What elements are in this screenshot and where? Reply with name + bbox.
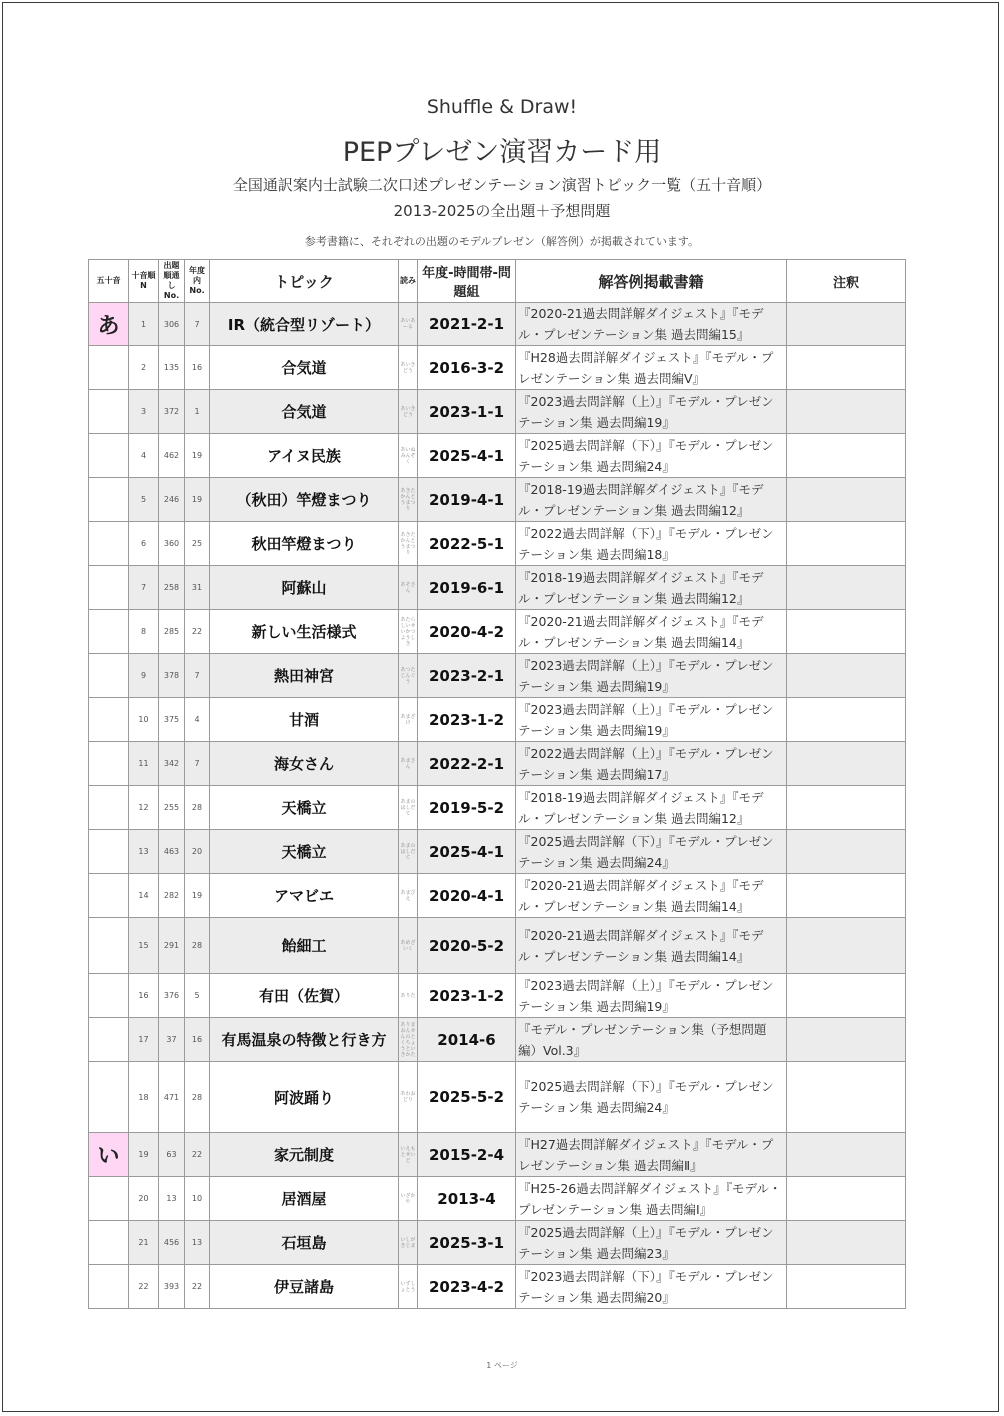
yomi-cell: あたらしいせいかつようしき [399, 610, 418, 654]
order-cell: 5 [129, 478, 159, 522]
topic-cell: IR（統合型リゾート） [210, 303, 399, 346]
initial-cell [89, 434, 129, 478]
serial-cell: 13 [159, 1177, 185, 1221]
year-cell: 2023-1-2 [418, 974, 516, 1018]
initial-cell [89, 1221, 129, 1265]
topic-cell: 飴細工 [210, 918, 399, 974]
note-cell [787, 478, 906, 522]
serial-cell: 456 [159, 1221, 185, 1265]
note-cell [787, 434, 906, 478]
year-no-cell: 5 [185, 974, 210, 1018]
serial-cell: 291 [159, 918, 185, 974]
yomi-cell: あわおどり [399, 1062, 418, 1133]
serial-cell: 375 [159, 698, 185, 742]
table-row [89, 1133, 906, 1177]
note-cell [787, 974, 906, 1018]
serial-cell: 258 [159, 566, 185, 610]
yomi-cell: あめざいく [399, 918, 418, 974]
note-cell [787, 1062, 906, 1133]
table-row [89, 830, 906, 874]
table-row [89, 1018, 906, 1062]
yomi-cell: いざかや [399, 1177, 418, 1221]
table-row [89, 1177, 906, 1221]
order-cell: 8 [129, 610, 159, 654]
table-row [89, 390, 906, 434]
book-cell: 『2023過去問詳解（上）』『モデル・プレゼンテーション集 過去問編19』 [516, 654, 787, 698]
order-cell: 2 [129, 346, 159, 390]
order-cell: 19 [129, 1133, 159, 1177]
order-cell: 17 [129, 1018, 159, 1062]
yomi-cell: いしがきじま [399, 1221, 418, 1265]
year-no-cell: 7 [185, 303, 210, 346]
year-cell: 2013-4 [418, 1177, 516, 1221]
table-row [89, 478, 906, 522]
yomi-cell: あいあーる [399, 303, 418, 346]
col-serial: 出題 順通 し No. [159, 260, 185, 303]
col-note: 注釈 [787, 260, 906, 303]
serial-cell: 285 [159, 610, 185, 654]
year-cell: 2022-2-1 [418, 742, 516, 786]
year-no-cell: 7 [185, 654, 210, 698]
serial-cell: 282 [159, 874, 185, 918]
topic-cell: 有田（佐賀） [210, 974, 399, 1018]
note-cell [787, 918, 906, 974]
table-row [89, 918, 906, 974]
book-cell: 『2025過去問詳解（下）』『モデル・プレゼンテーション集 過去問編24』 [516, 1062, 787, 1133]
order-cell: 12 [129, 786, 159, 830]
order-cell: 1 [129, 303, 159, 346]
note-cell [787, 346, 906, 390]
order-cell: 6 [129, 522, 159, 566]
book-cell: 『2018-19過去問詳解ダイジェスト』『モデル・プレゼンテーション集 過去問編12』 [516, 786, 787, 830]
serial-cell: 246 [159, 478, 185, 522]
book-cell: 『2022過去問詳解（上）』『モデル・プレゼンテーション集 過去問編17』 [516, 742, 787, 786]
topic-cell: 天橋立 [210, 830, 399, 874]
year-cell: 2025-3-1 [418, 1221, 516, 1265]
col-order: 十音順N [129, 260, 159, 303]
yomi-cell: あいぬみんぞく [399, 434, 418, 478]
table-row [89, 566, 906, 610]
page-subtitle: 全国通訳案内士試験二次口述プレゼンテーション演習トピック一覧（五十音順） [232, 176, 772, 194]
topic-cell: 有馬温泉の特徴と行き方 [210, 1018, 399, 1062]
book-cell: 『2022過去問詳解（下）』『モデル・プレゼンテーション集 過去問編18』 [516, 522, 787, 566]
serial-cell: 255 [159, 786, 185, 830]
book-cell: 『2020-21過去問詳解ダイジェスト』『モデル・プレゼンテーション集 過去問編14』 [516, 874, 787, 918]
initial-cell [89, 1265, 129, 1309]
yomi-cell: あまびえ [399, 874, 418, 918]
note-cell [787, 610, 906, 654]
year-cell: 2015-2-4 [418, 1133, 516, 1177]
year-no-cell: 22 [185, 1133, 210, 1177]
table-row [89, 698, 906, 742]
topic-cell: 合気道 [210, 346, 399, 390]
initial-cell: あ [89, 303, 129, 346]
note-cell [787, 698, 906, 742]
note-cell [787, 1265, 906, 1309]
year-no-cell: 4 [185, 698, 210, 742]
initial-cell [89, 786, 129, 830]
initial-cell [89, 390, 129, 434]
note-cell [787, 830, 906, 874]
topic-cell: 甘酒 [210, 698, 399, 742]
topic-cell: 伊豆諸島 [210, 1265, 399, 1309]
topic-cell: 阿蘇山 [210, 566, 399, 610]
topic-cell: 合気道 [210, 390, 399, 434]
page-title: PEPプレゼン演習カード用 [342, 137, 662, 168]
book-cell: 『2023過去問詳解（下）』『モデル・プレゼンテーション集 過去問編20』 [516, 1265, 787, 1309]
year-cell: 2023-2-1 [418, 654, 516, 698]
year-cell: 2021-2-1 [418, 303, 516, 346]
serial-cell: 360 [159, 522, 185, 566]
note-cell [787, 390, 906, 434]
table-row [89, 434, 906, 478]
note-cell [787, 303, 906, 346]
topic-cell: 秋田竿燈まつり [210, 522, 399, 566]
year-no-cell: 22 [185, 1265, 210, 1309]
initial-cell [89, 346, 129, 390]
note-cell [787, 522, 906, 566]
initial-cell [89, 830, 129, 874]
table-row [89, 1265, 906, 1309]
yomi-cell: あきたかんとうまつり [399, 522, 418, 566]
order-cell: 3 [129, 390, 159, 434]
initial-cell [89, 1062, 129, 1133]
yomi-cell: いえもとせいど [399, 1133, 418, 1177]
topic-cell: 居酒屋 [210, 1177, 399, 1221]
year-cell: 2023-4-2 [418, 1265, 516, 1309]
table-row [89, 1062, 906, 1133]
year-no-cell: 22 [185, 610, 210, 654]
table-row [89, 1221, 906, 1265]
header-shuffle-draw: Shuffle & Draw! [426, 96, 578, 118]
page-note: 参考書籍に、それぞれの出題のモデルプレゼン（解答例）が掲載されています。 [304, 235, 700, 248]
topic-cell: 阿波踊り [210, 1062, 399, 1133]
yomi-cell: あまのはしだて [399, 830, 418, 874]
year-cell: 2025-4-1 [418, 434, 516, 478]
serial-cell: 342 [159, 742, 185, 786]
topic-cell: （秋田）竿燈まつり [210, 478, 399, 522]
table-row [89, 654, 906, 698]
yomi-cell: いずしょとう [399, 1265, 418, 1309]
topic-cell: 海女さん [210, 742, 399, 786]
order-cell: 11 [129, 742, 159, 786]
table-row [89, 346, 906, 390]
order-cell: 15 [129, 918, 159, 974]
serial-cell: 463 [159, 830, 185, 874]
year-no-cell: 16 [185, 1018, 210, 1062]
initial-cell [89, 654, 129, 698]
yomi-cell: あつたじんぐう [399, 654, 418, 698]
topic-cell: アイヌ民族 [210, 434, 399, 478]
year-no-cell: 10 [185, 1177, 210, 1221]
book-cell: 『2025過去問詳解（上）』『モデル・プレゼンテーション集 過去問編23』 [516, 1221, 787, 1265]
topic-cell: アマビエ [210, 874, 399, 918]
year-no-cell: 19 [185, 434, 210, 478]
year-no-cell: 31 [185, 566, 210, 610]
book-cell: 『2023過去問詳解（上）』『モデル・プレゼンテーション集 過去問編19』 [516, 390, 787, 434]
book-cell: 『2025過去問詳解（下）』『モデル・プレゼンテーション集 過去問編24』 [516, 830, 787, 874]
note-cell [787, 874, 906, 918]
initial-cell [89, 522, 129, 566]
yomi-cell: あそさん [399, 566, 418, 610]
order-cell: 21 [129, 1221, 159, 1265]
table-row [89, 742, 906, 786]
serial-cell: 63 [159, 1133, 185, 1177]
table-row [89, 874, 906, 918]
topic-cell: 家元制度 [210, 1133, 399, 1177]
year-no-cell: 19 [185, 478, 210, 522]
year-cell: 2019-6-1 [418, 566, 516, 610]
order-cell: 16 [129, 974, 159, 1018]
serial-cell: 135 [159, 346, 185, 390]
year-cell: 2014-6 [418, 1018, 516, 1062]
year-no-cell: 16 [185, 346, 210, 390]
book-cell: 『2020-21過去問詳解ダイジェスト』『モデル・プレゼンテーション集 過去問編14』 [516, 918, 787, 974]
yomi-cell: ありた [399, 974, 418, 1018]
note-cell [787, 786, 906, 830]
table-row [89, 610, 906, 654]
initial-cell [89, 918, 129, 974]
order-cell: 13 [129, 830, 159, 874]
year-cell: 2019-4-1 [418, 478, 516, 522]
note-cell [787, 1221, 906, 1265]
book-cell: 『H28過去問詳解ダイジェスト』『モデル・プレゼンテーション集 過去問編Ⅴ』 [516, 346, 787, 390]
col-yomi: 読み [399, 260, 418, 303]
order-cell: 14 [129, 874, 159, 918]
initial-cell [89, 1177, 129, 1221]
note-cell [787, 1133, 906, 1177]
year-no-cell: 28 [185, 786, 210, 830]
year-cell: 2025-5-2 [418, 1062, 516, 1133]
yomi-cell: あまざけ [399, 698, 418, 742]
year-cell: 2016-3-2 [418, 346, 516, 390]
book-cell: 『2018-19過去問詳解ダイジェスト』『モデル・プレゼンテーション集 過去問編12』 [516, 566, 787, 610]
initial-cell [89, 566, 129, 610]
serial-cell: 393 [159, 1265, 185, 1309]
book-cell: 『2020-21過去問詳解ダイジェスト』『モデル・プレゼンテーション集 過去問編15』 [516, 303, 787, 346]
page-footer: 1 ページ [486, 1361, 518, 1370]
year-no-cell: 20 [185, 830, 210, 874]
note-cell [787, 742, 906, 786]
serial-cell: 462 [159, 434, 185, 478]
book-cell: 『2023過去問詳解（上）』『モデル・プレゼンテーション集 過去問編19』 [516, 698, 787, 742]
col-topic: トピック [210, 260, 399, 303]
year-cell: 2020-4-1 [418, 874, 516, 918]
note-cell [787, 566, 906, 610]
table-row [89, 786, 906, 830]
note-cell [787, 654, 906, 698]
note-cell [787, 1018, 906, 1062]
year-no-cell: 28 [185, 1062, 210, 1133]
serial-cell: 372 [159, 390, 185, 434]
serial-cell: 471 [159, 1062, 185, 1133]
year-cell: 2022-5-1 [418, 522, 516, 566]
book-cell: 『H27過去問詳解ダイジェスト』『モデル・プレゼンテーション集 過去問編Ⅱ』 [516, 1133, 787, 1177]
year-no-cell: 1 [185, 390, 210, 434]
year-cell: 2023-1-2 [418, 698, 516, 742]
yomi-cell: あまさん [399, 742, 418, 786]
book-cell: 『モデル・プレゼンテーション集（予想問題編）Vol.3』 [516, 1018, 787, 1062]
year-cell: 2020-5-2 [418, 918, 516, 974]
initial-cell [89, 698, 129, 742]
page-range: 2013-2025の全出題＋予想問題 [393, 202, 611, 220]
order-cell: 9 [129, 654, 159, 698]
book-cell: 『2018-19過去問詳解ダイジェスト』『モデル・プレゼンテーション集 過去問編12』 [516, 478, 787, 522]
table-row [89, 522, 906, 566]
col-year: 年度-時間帯-問題組 [418, 260, 516, 303]
book-cell: 『2025過去問詳解（下）』『モデル・プレゼンテーション集 過去問編24』 [516, 434, 787, 478]
book-cell: 『H25-26過去問詳解ダイジェスト』『モデル・プレゼンテーション集 過去問編Ⅰ』 [516, 1177, 787, 1221]
yomi-cell: ありまおんせんのとくちょうといきかた [399, 1018, 418, 1062]
serial-cell: 376 [159, 974, 185, 1018]
table-row [89, 303, 906, 346]
initial-cell [89, 1018, 129, 1062]
order-cell: 18 [129, 1062, 159, 1133]
initial-cell [89, 874, 129, 918]
year-cell: 2023-1-1 [418, 390, 516, 434]
order-cell: 20 [129, 1177, 159, 1221]
year-no-cell: 13 [185, 1221, 210, 1265]
col-year-no: 年度 内 No. [185, 260, 210, 303]
yomi-cell: あまのはしだて [399, 786, 418, 830]
initial-cell [89, 974, 129, 1018]
col-book: 解答例掲載書籍 [516, 260, 787, 303]
year-no-cell: 19 [185, 874, 210, 918]
yomi-cell: あいきどう [399, 346, 418, 390]
initial-cell: い [89, 1133, 129, 1177]
topic-cell: 石垣島 [210, 1221, 399, 1265]
year-cell: 2019-5-2 [418, 786, 516, 830]
year-no-cell: 25 [185, 522, 210, 566]
year-cell: 2025-4-1 [418, 830, 516, 874]
table-row [89, 974, 906, 1018]
order-cell: 22 [129, 1265, 159, 1309]
serial-cell: 37 [159, 1018, 185, 1062]
order-cell: 10 [129, 698, 159, 742]
initial-cell [89, 742, 129, 786]
year-no-cell: 28 [185, 918, 210, 974]
initial-cell [89, 610, 129, 654]
serial-cell: 378 [159, 654, 185, 698]
note-cell [787, 1177, 906, 1221]
table-header-row [89, 260, 906, 303]
book-cell: 『2023過去問詳解（上）』『モデル・プレゼンテーション集 過去問編19』 [516, 974, 787, 1018]
topic-cell: 熱田神宮 [210, 654, 399, 698]
col-initial: 五十音 [89, 260, 129, 303]
topic-cell: 天橋立 [210, 786, 399, 830]
serial-cell: 306 [159, 303, 185, 346]
yomi-cell: あきたかんとうまつり [399, 478, 418, 522]
topic-cell: 新しい生活様式 [210, 610, 399, 654]
order-cell: 7 [129, 566, 159, 610]
yomi-cell: あいきどう [399, 390, 418, 434]
initial-cell [89, 478, 129, 522]
order-cell: 4 [129, 434, 159, 478]
book-cell: 『2020-21過去問詳解ダイジェスト』『モデル・プレゼンテーション集 過去問編14』 [516, 610, 787, 654]
topic-table [88, 259, 906, 1309]
year-cell: 2020-4-2 [418, 610, 516, 654]
year-no-cell: 7 [185, 742, 210, 786]
